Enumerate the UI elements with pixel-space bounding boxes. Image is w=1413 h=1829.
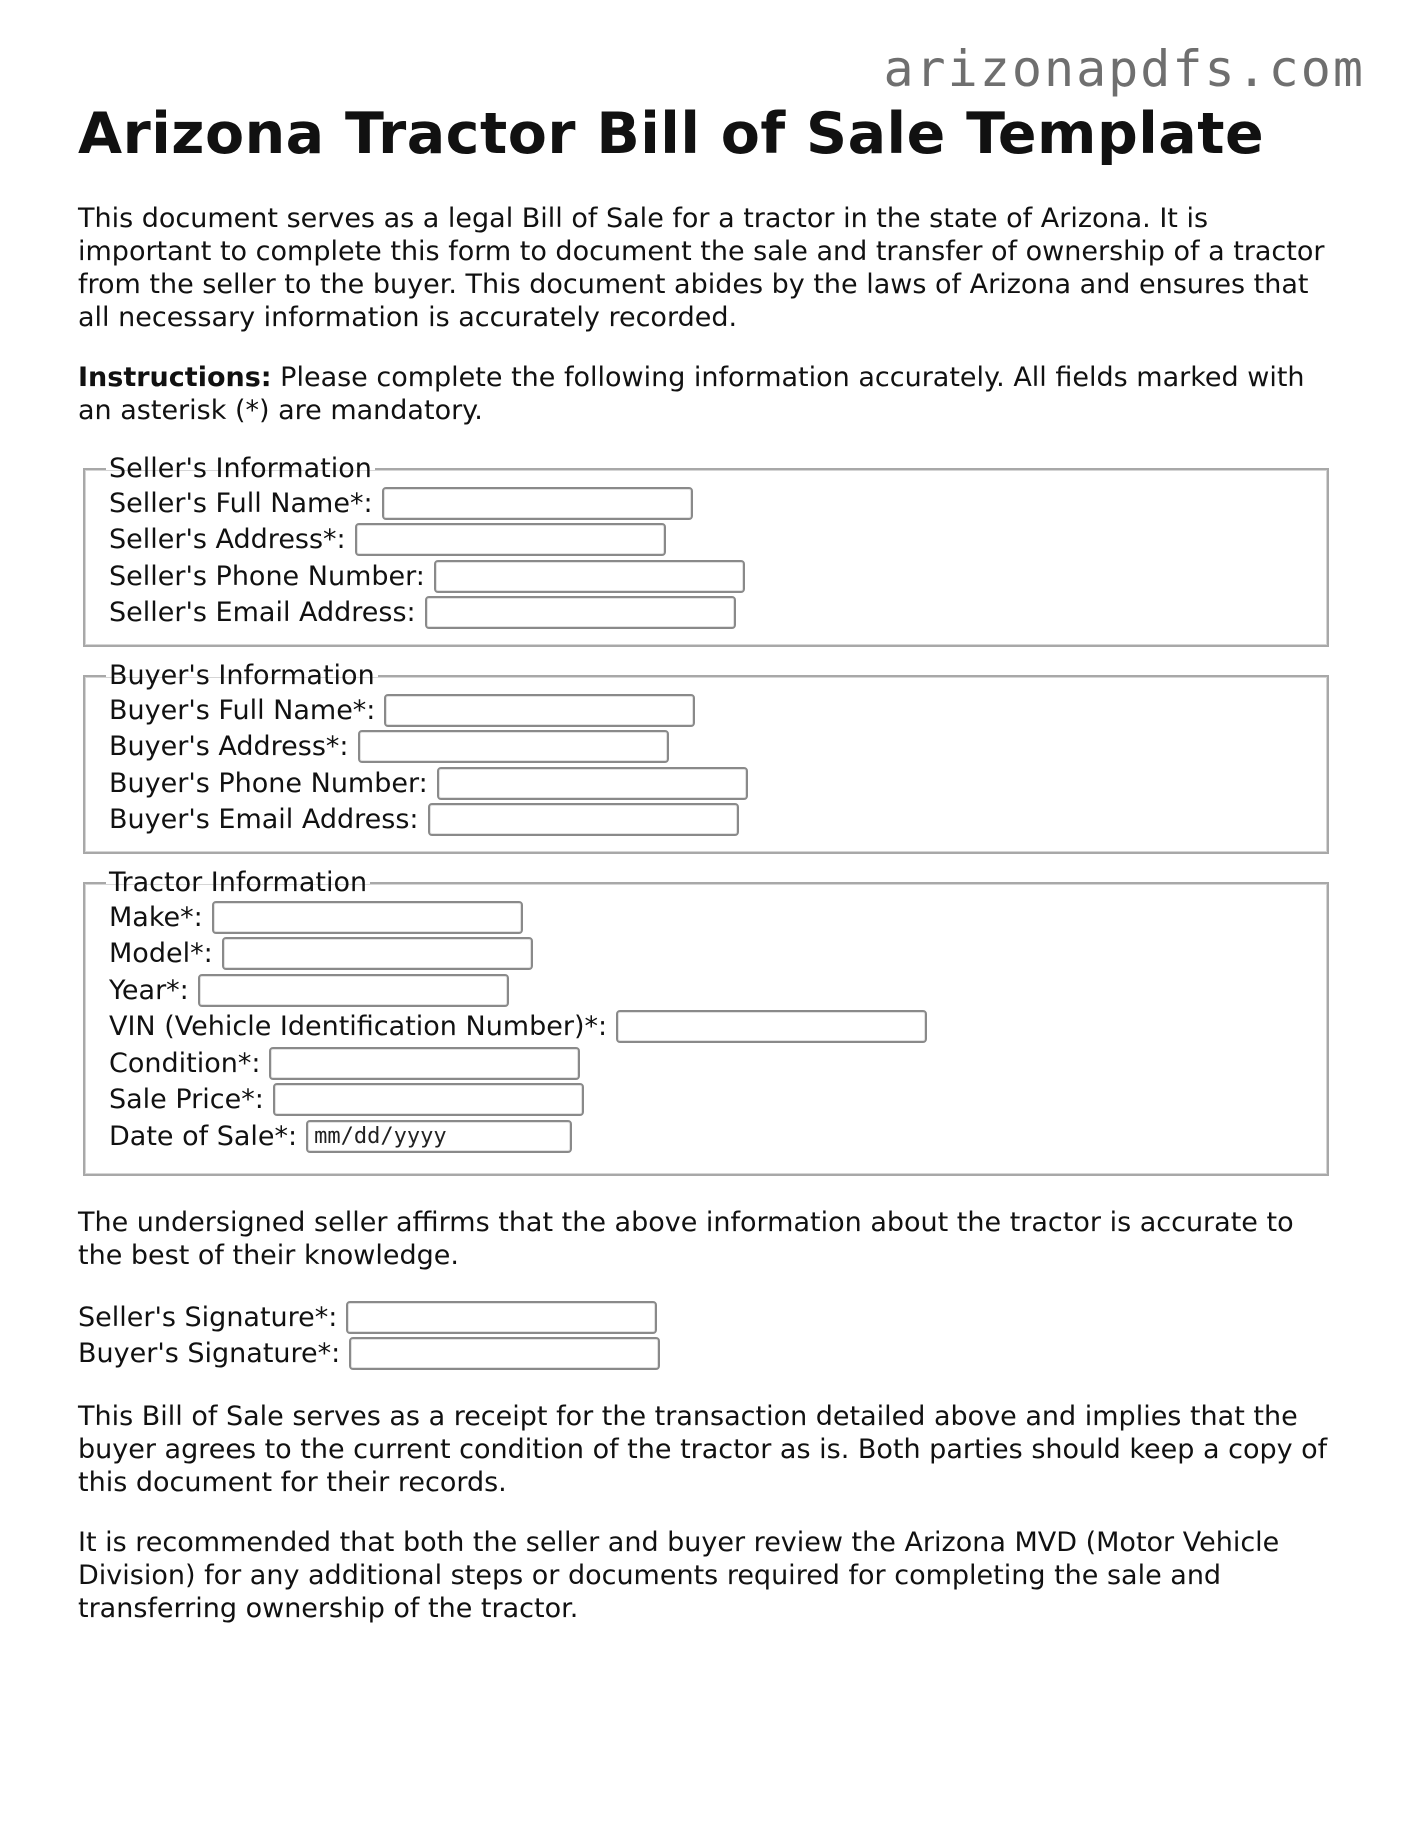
buyer-email-input[interactable]	[428, 803, 739, 836]
seller-phone-label: Seller's Phone Number:	[109, 560, 425, 592]
seller-address-label: Seller's Address*:	[109, 524, 346, 556]
seller-signature-label: Seller's Signature*:	[78, 1301, 338, 1333]
affirmation-paragraph: The undersigned seller affirms that the above information about the tractor is accurate to the best of their knowledge.	[78, 1207, 1294, 1271]
seller-info-section	[83, 452, 1329, 647]
buyer-full-name-label: Buyer's Full Name*:	[109, 694, 376, 726]
buyer-info-legend: Buyer's Information	[109, 660, 375, 691]
seller-phone-row	[109, 558, 1303, 595]
seller-address-row	[109, 522, 1303, 559]
seller-email-input[interactable]	[425, 596, 736, 629]
tractor-year-row	[109, 972, 1303, 1009]
instructions-paragraph	[78, 361, 1338, 427]
tractor-make-label: Make*:	[109, 901, 203, 933]
seller-signature-input[interactable]	[346, 1301, 657, 1334]
seller-address-input[interactable]	[355, 523, 666, 556]
tractor-date-label: Date of Sale*:	[109, 1120, 298, 1152]
seller-email-row	[109, 595, 1303, 632]
buyer-address-label: Buyer's Address*:	[109, 731, 349, 763]
date-placeholder: mm/dd/yyyy	[314, 1123, 447, 1149]
instructions-text: Please complete the following information accurately. All fields marked with an asterisk (*) are mandatory.	[78, 362, 1305, 426]
signature-block	[78, 1299, 1338, 1372]
buyer-email-label: Buyer's Email Address:	[109, 804, 419, 836]
page-title: Arizona Tractor Bill of Sale Template	[78, 101, 1265, 167]
tractor-info-legend: Tractor Information	[109, 867, 368, 898]
intro-paragraph: This document serves as a legal Bill of Sale for a tractor in the state of Arizona. It is important to complete this form to document the sale and transfer of ownership of a tractor from the seller to the buyer. This document abides by the laws of Arizona and ensures that all necessary information is accurately recorded.	[78, 203, 1325, 333]
tractor-make-input[interactable]	[212, 901, 523, 934]
buyer-signature-label: Buyer's Signature*:	[78, 1338, 341, 1370]
seller-full-name-input[interactable]	[382, 487, 693, 520]
buyer-address-row	[109, 729, 1303, 766]
tractor-condition-row	[109, 1045, 1303, 1082]
site-watermark: arizonapdfs.com	[883, 40, 1365, 98]
tractor-model-input[interactable]	[222, 937, 533, 970]
seller-full-name-row	[109, 485, 1303, 522]
tractor-vin-row	[109, 1009, 1303, 1046]
buyer-signature-row	[78, 1336, 1338, 1373]
seller-email-label: Seller's Email Address:	[109, 597, 416, 629]
tractor-year-label: Year*:	[109, 974, 189, 1006]
tractor-vin-input[interactable]	[616, 1010, 927, 1043]
tractor-model-row	[109, 936, 1303, 973]
buyer-address-input[interactable]	[358, 730, 669, 763]
buyer-full-name-input[interactable]	[384, 694, 695, 727]
seller-info-legend: Seller's Information	[109, 453, 372, 484]
document-body	[78, 98, 1338, 1625]
tractor-condition-label: Condition*:	[109, 1047, 261, 1079]
tractor-year-input[interactable]	[198, 974, 509, 1007]
buyer-signature-input[interactable]	[349, 1337, 660, 1370]
tractor-sale-price-label: Sale Price*:	[109, 1084, 264, 1116]
tractor-vin-label: VIN (Vehicle Identification Number)*:	[109, 1011, 608, 1043]
buyer-phone-label: Buyer's Phone Number:	[109, 767, 428, 799]
recommendation-paragraph: It is recommended that both the seller and buyer review the Arizona MVD (Motor Vehicle Division) for any additional steps or documents required for completing the sale and transferring ownership of the tractor.	[78, 1527, 1280, 1624]
tractor-sale-price-row	[109, 1082, 1303, 1119]
buyer-phone-input[interactable]	[437, 767, 748, 800]
buyer-info-section	[83, 659, 1329, 854]
tractor-date-input[interactable]	[306, 1120, 572, 1153]
seller-phone-input[interactable]	[434, 560, 745, 593]
buyer-email-row	[109, 802, 1303, 839]
buyer-full-name-row	[109, 692, 1303, 729]
receipt-paragraph: This Bill of Sale serves as a receipt for the transaction detailed above and implies that the buyer agrees to the current condition of the tractor as is. Both parties should keep a copy of this document for their records.	[78, 1401, 1328, 1498]
instructions-label: Instructions:	[78, 362, 272, 393]
tractor-date-row	[109, 1118, 1303, 1155]
tractor-info-section	[83, 866, 1329, 1176]
tractor-make-row	[109, 899, 1303, 936]
buyer-phone-row	[109, 765, 1303, 802]
seller-full-name-label: Seller's Full Name*:	[109, 487, 373, 519]
tractor-model-label: Model*:	[109, 938, 213, 970]
tractor-sale-price-input[interactable]	[273, 1083, 584, 1116]
seller-signature-row	[78, 1299, 1338, 1336]
tractor-condition-input[interactable]	[269, 1047, 580, 1080]
